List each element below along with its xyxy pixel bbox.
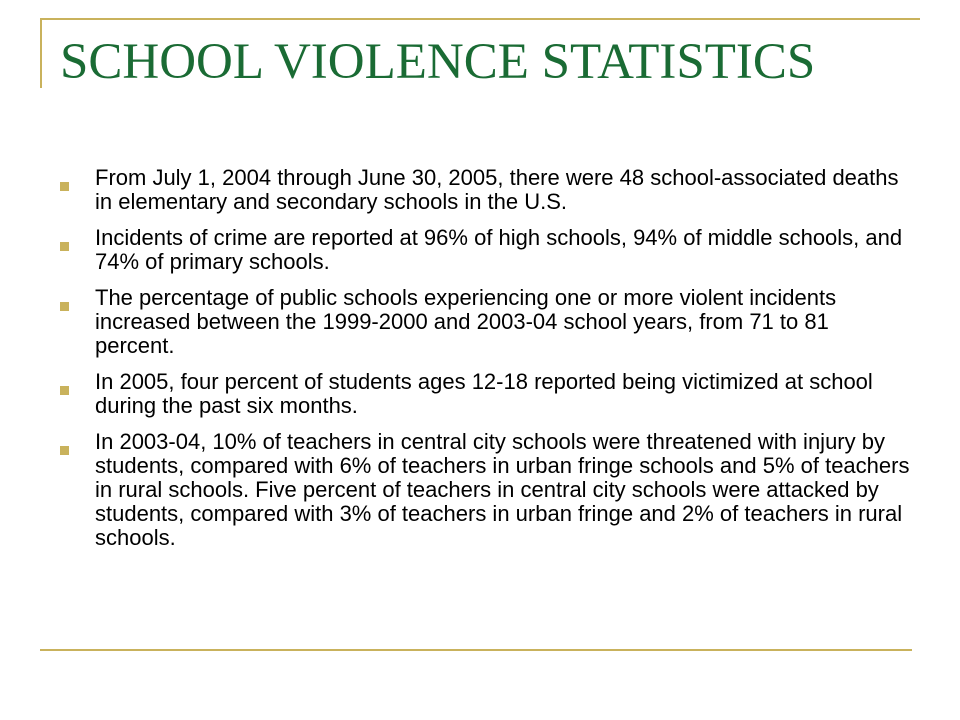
bullet-item-5 (60, 430, 910, 550)
bottom-rule (40, 649, 912, 651)
bullet-text: In 2005, four percent of students ages 12-18 reported being victimized at school during the past six months. (95, 369, 873, 418)
square-bullet-icon (60, 182, 69, 191)
top-rule (40, 18, 920, 20)
slide-title: SCHOOL VIOLENCE STATISTICS (60, 34, 816, 90)
bullet-text: From July 1, 2004 through June 30, 2005, there were 48 school-associated deaths in elementary and secondary schools in the U.S. (95, 165, 899, 214)
bullet-item-1 (60, 166, 910, 214)
left-rule (40, 18, 42, 88)
bullet-item-4 (60, 370, 910, 418)
bullet-item-3 (60, 286, 910, 358)
bullet-text: In 2003-04, 10% of teachers in central city schools were threatened with injury by students, compared with 6% of teachers in urban fringe schools and 5% of teachers in rural schools. Five percent of teachers in central city schools were attacked by students, compared with 3% of teachers in urban fringe and 2% of teachers in rural schools. (95, 429, 910, 550)
square-bullet-icon (60, 302, 69, 311)
bullet-list (60, 166, 910, 562)
bullet-text: Incidents of crime are reported at 96% of high schools, 94% of middle schools, and 74% of primary schools. (95, 225, 903, 274)
square-bullet-icon (60, 446, 69, 455)
square-bullet-icon (60, 242, 69, 251)
square-bullet-icon (60, 386, 69, 395)
bullet-item-2 (60, 226, 910, 274)
bullet-text: The percentage of public schools experiencing one or more violent incidents increased between the 1999-2000 and 2003-04 school years, from 71 to 81 percent. (95, 285, 837, 358)
